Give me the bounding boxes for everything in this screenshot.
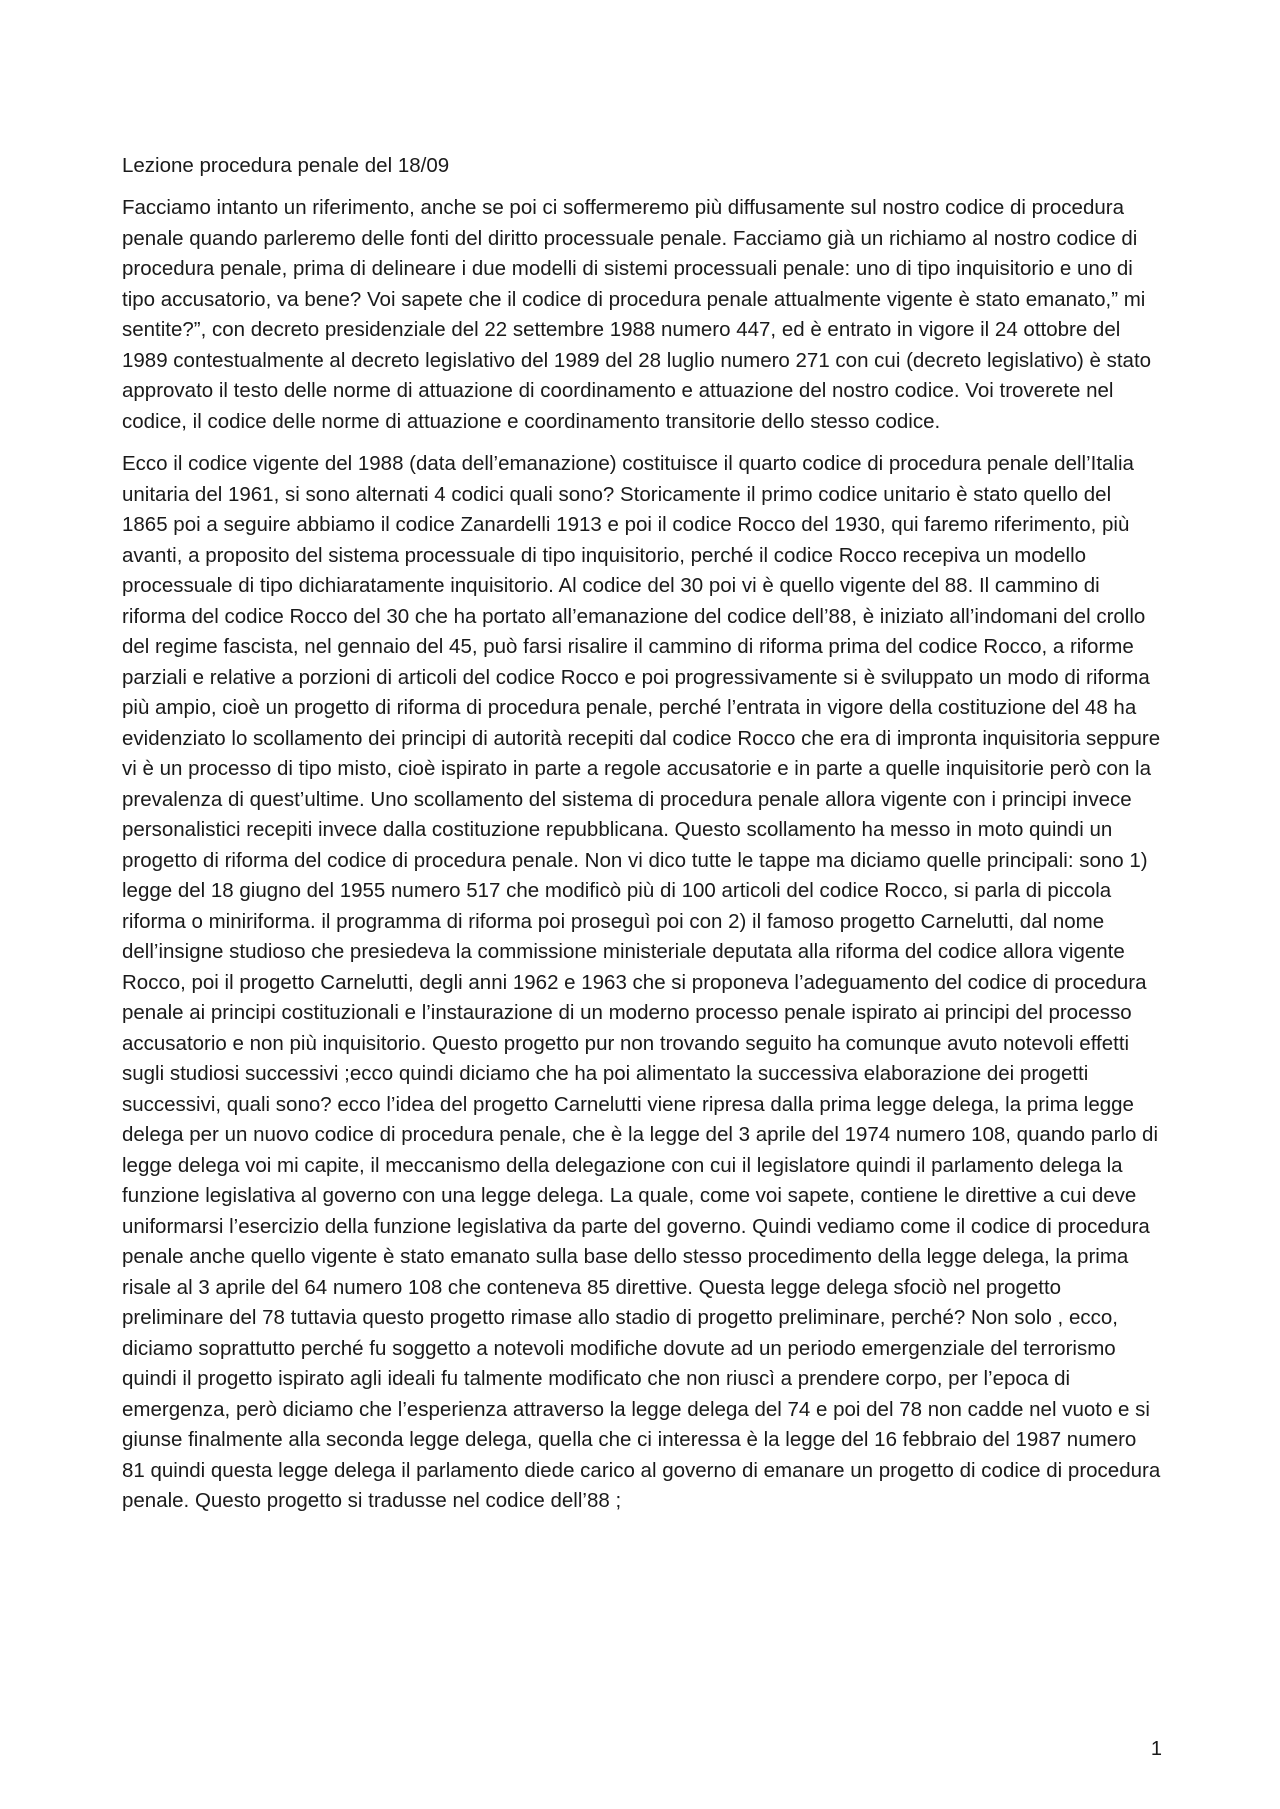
paragraph-2: Ecco il codice vigente del 1988 (data dell’emanazione) costituisce il quarto codice di procedura penale dell’Italia unitaria del 1961, si sono alternati 4 codici quali sono? Storicamente il primo codice unitario è stato quello del 1865 poi a seguire abbiamo il codice Zanardelli 1913 e poi il codice Rocco del 1930, qui faremo riferimento, più avanti, a proposito del sistema processuale di tipo inquisitorio, perché il codice Rocco recepiva un modello processuale di tipo dichiaratamente inquisitorio. Al codice del 30 poi vi è quello vigente del 88. Il cammino di riforma del codice Rocco del 30 che ha portato all’emanazione del codice dell’88, è iniziato all’indomani del crollo del regime fascista, nel gennaio del 45, può farsi risalire il cammino di riforma prima del codice Rocco, a riforme parziali e relative a porzioni di articoli del codice Rocco e poi progressivamente si è sviluppato un modo di riforma più ampio, cioè un progetto di riforma di procedura penale, perché l’entrata in vigore della costituzione del 48 ha evidenziato lo scollamento dei principi di autorità recepiti dal codice Rocco che era di impronta inquisitoria seppure vi è un processo di tipo misto, cioè ispirato in parte a regole accusatorie e in parte a quelle inquisitorie però con la prevalenza di quest’ultime. Uno scollamento del sistema di procedura penale allora vigente con i principi invece personalistici recepiti invece dalla costituzione repubblicana. Questo scollamento ha messo in moto quindi un progetto di riforma del codice di procedura penale. Non vi dico tutte le tappe ma diciamo quelle principali: sono 1) legge del 18 giugno del 1955 numero 517 che modificò più di 100 articoli del codice Rocco, si parla di piccola riforma o miniriforma. il programma di riforma poi proseguì poi con 2) il famoso progetto Carnelutti, dal nome dell’insigne studioso che presiedeva la commissione ministeriale deputata alla riforma del codice allora vigente Rocco, poi il progetto Carnelutti, degli anni 1962 e 1963 che si proponeva l’adeguamento del codice di procedura penale ai principi costituzionali e l’instaurazione di un moderno processo penale ispirato ai principi del processo accusatorio e non più inquisitorio. Questo progetto pur non trovando seguito ha comunque avuto notevoli effetti sugli studiosi successivi ;ecco quindi diciamo che ha poi alimentato la successiva elaborazione dei progetti successivi, quali sono? ecco l’idea del progetto Carnelutti viene ripresa dalla prima legge delega, la prima legge delega per un nuovo codice di procedura penale, che è la legge del 3 aprile del 1974 numero 108, quando parlo di legge delega voi mi capite, il meccanismo della delegazione con cui il legislatore quindi il parlamento delega la funzione legislativa al governo con una legge delega. La quale, come voi sapete, contiene le direttive a cui deve uniformarsi l’esercizio della funzione legislativa da parte del governo. Quindi vediamo come il codice di procedura penale anche quello vigente è stato emanato sulla base dello stesso procedimento della legge delega, la prima risale al 3 aprile del 64 numero 108 che conteneva 85 direttive. Questa legge delega sfociò nel progetto preliminare del 78 tuttavia questo progetto rimase allo stadio di progetto preliminare, perché? Non solo , ecco, diciamo soprattutto perché fu soggetto a notevoli modifiche dovute ad un periodo emergenziale del terrorismo quindi il progetto ispirato agli ideali fu talmente modificato che non riuscì a prendere corpo, per l’epoca di emergenza, però diciamo che l’esperienza attraverso la legge delega del 74 e poi del 78 non cadde nel vuoto e si giunse finalmente alla seconda legge delega, quella che ci interessa è la legge del 16 febbraio del 1987 numero 81 quindi questa legge delega il parlamento diede carico al governo di emanare un progetto di codice di procedura penale. Questo progetto si tradusse nel codice dell’88 ; [122, 452, 1161, 1512]
page-number: 1 [1150, 1738, 1162, 1760]
paragraph-1: Facciamo intanto un riferimento, anche se poi ci soffermeremo più diffusamente sul nostro codice di procedura penale quando parleremo delle fonti del diritto processuale penale. Facciamo già un richiamo al nostro codice di procedura penale, prima di delineare i due modelli di sistemi processuali penale: uno di tipo inquisitorio e uno di tipo accusatorio, va bene? Voi sapete che il codice di procedura penale attualmente vigente è stato emanato,” mi sentite?”, con decreto presidenziale del 22 settembre 1988 numero 447, ed è entrato in vigore il 24 ottobre del 1989 contestualmente al decreto legislativo del 1989 del 28 luglio numero 271 con cui (decreto legislativo) è stato approvato il testo delle norme di attuazione di coordinamento e attuazione del nostro codice. Voi troverete nel codice, il codice delle norme di attuazione e coordinamento transitorie dello stesso codice. [122, 196, 1152, 433]
document-title: Lezione procedura penale del 18/09 [122, 154, 450, 177]
document-page [122, 150, 1162, 1529]
